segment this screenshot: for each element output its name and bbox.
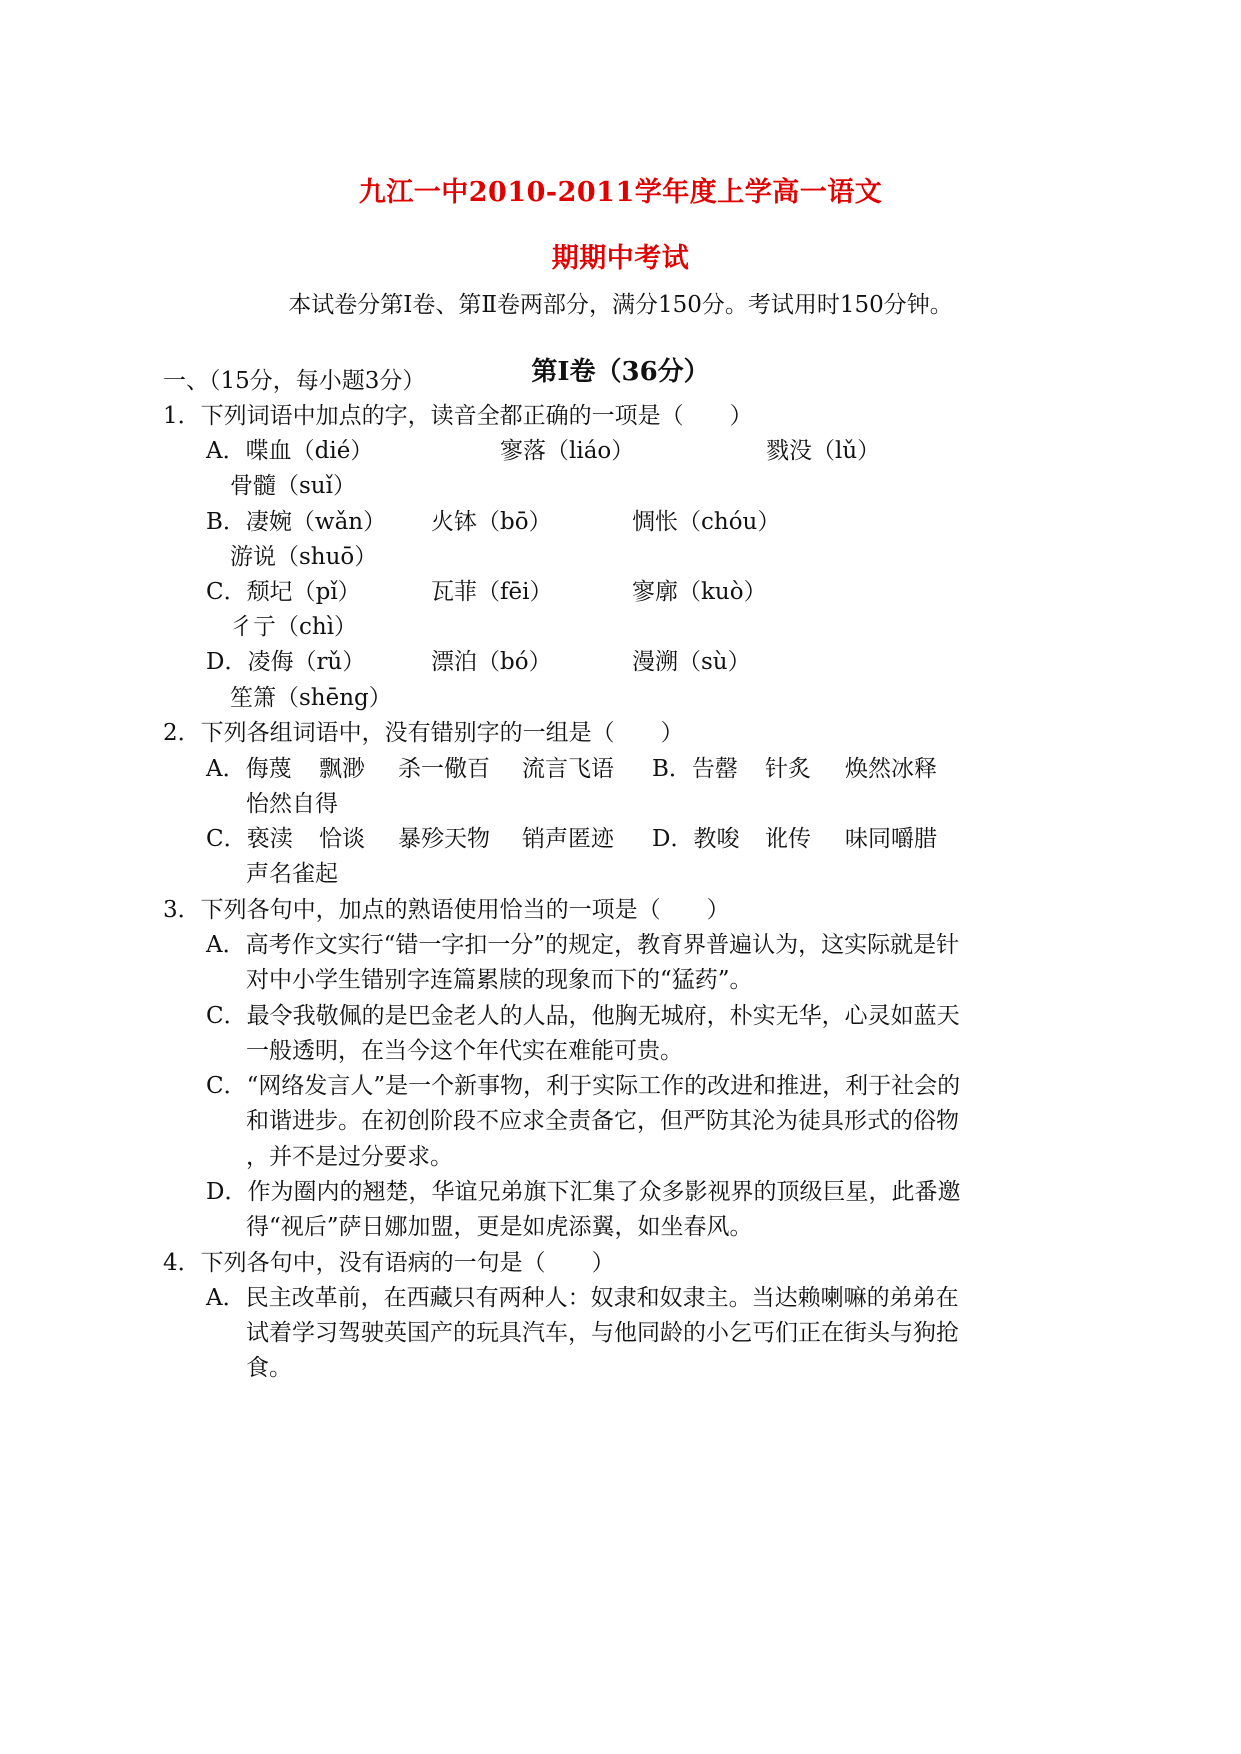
q2-a-term-1: A．侮蔑 — [206, 756, 292, 782]
q1-c-term-4: 彳亍（chì） — [230, 614, 358, 640]
exam-title: 九江一中2010-2011学年度上学高一语文 — [358, 177, 883, 208]
q3-option-d-line1: D．作为圈内的翘楚，华谊兄弟旗下汇集了众多影视界的顶级巨星，此番邀 — [206, 1179, 961, 1205]
q1-a-term-1: A．喋血（dié） — [206, 438, 374, 464]
exam-intro: 本试卷分第Ⅰ卷、第Ⅱ卷两部分，满分150分。考试用时150分钟。 — [288, 292, 953, 318]
q2-a-term-4: 流言飞语 — [522, 756, 614, 782]
q1-d-term-2: 漂泊（bó） — [431, 649, 552, 675]
q1-d-term-3: 漫溯（sù） — [632, 649, 751, 675]
part-one-heading: 一、（15分，每小题3分） — [163, 368, 426, 394]
q2-b-term-4: 怡然自得 — [246, 791, 338, 817]
q1-b-term-1: B．凄婉（wǎn） — [206, 509, 387, 535]
q3-option-c-line1: C．“网络发言人”是一个新事物，利于实际工作的改进和推进，利于社会的 — [206, 1073, 961, 1099]
q1-b-term-2: 火钵（bō） — [431, 509, 552, 535]
q2-stem: 2．下列各组词语中，没有错别字的一组是（ ） — [163, 720, 684, 746]
q2-b-term-2: 针炙 — [765, 756, 811, 782]
q1-a-term-4: 骨髓（suǐ） — [230, 473, 356, 499]
q3-option-a-line2: 对中小学生错别字连篇累牍的现象而下的“猛药”。 — [246, 967, 753, 993]
q1-a-term-3: 戮没（lǔ） — [766, 438, 881, 464]
q3-option-b-line2: 一般透明，在当今这个年代实在难能可贵。 — [246, 1038, 683, 1064]
q2-c-term-1: C．亵渎 — [206, 826, 293, 852]
q1-a-term-2: 寥落（liáo） — [500, 438, 635, 464]
q2-d-term-4: 声名雀起 — [246, 861, 338, 887]
q2-c-term-2: 恰谈 — [319, 826, 365, 852]
q1-d-term-1: D．凌侮（rǔ） — [206, 649, 366, 675]
q2-d-term-2: 讹传 — [765, 826, 811, 852]
section-heading: 第Ⅰ卷（36分） — [531, 357, 710, 387]
q2-d-term-3: 味同嚼腊 — [845, 826, 937, 852]
q2-b-term-3: 焕然冰释 — [845, 756, 937, 782]
q3-option-c-line3: ，并不是过分要求。 — [246, 1144, 453, 1170]
q3-option-a-line1: A．高考作文实行“错一字扣一分”的规定，教育界普遍认为，这实际就是针 — [206, 932, 960, 958]
q4-option-a-line2: 试着学习驾驶英国产的玩具汽车，与他同龄的小乞丐们正在街头与狗抢 — [246, 1320, 959, 1346]
q1-c-term-1: C．颓圮（pǐ） — [206, 579, 361, 605]
exam-subtitle: 期期中考试 — [551, 243, 690, 274]
q1-stem: 1．下列词语中加点的字，读音全都正确的一项是（ ） — [163, 403, 753, 429]
q1-c-term-2: 瓦菲（fēi） — [431, 579, 553, 605]
q2-c-term-4: 销声匿迹 — [522, 826, 614, 852]
q4-stem: 4．下列各句中，没有语病的一句是（ ） — [163, 1250, 615, 1276]
q3-stem: 3．下列各句中，加点的熟语使用恰当的一项是（ ） — [163, 897, 730, 923]
q1-c-term-3: 寥廓（kuò） — [632, 579, 767, 605]
q4-option-a-line3: 食。 — [246, 1355, 292, 1381]
q2-c-term-3: 暴殄天物 — [398, 826, 490, 852]
q3-option-c-line2: 和谐进步。在初创阶段不应求全责备它，但严防其沦为徒具形式的俗物 — [246, 1108, 959, 1134]
q1-b-term-3: 惆怅（chóu） — [632, 509, 781, 535]
q2-a-term-2: 飘渺 — [319, 756, 365, 782]
q1-b-term-4: 游说（shuō） — [230, 544, 378, 570]
q3-option-b-line1: C．最令我敬佩的是巴金老人的人品，他胸无城府，朴实无华，心灵如蓝天 — [206, 1003, 960, 1029]
q4-option-a-line1: A．民主改革前，在西藏只有两种人：奴隶和奴隶主。当达赖喇嘛的弟弟在 — [206, 1285, 959, 1311]
q3-option-d-line2: 得“视后”萨日娜加盟，更是如虎添翼，如坐春风。 — [246, 1214, 753, 1240]
q2-b-term-1: B．告罄 — [652, 756, 738, 782]
q2-d-term-1: D．教唆 — [652, 826, 740, 852]
q2-a-term-3: 杀一儆百 — [398, 756, 490, 782]
q1-d-term-4: 笙箫（shēng） — [230, 685, 392, 711]
